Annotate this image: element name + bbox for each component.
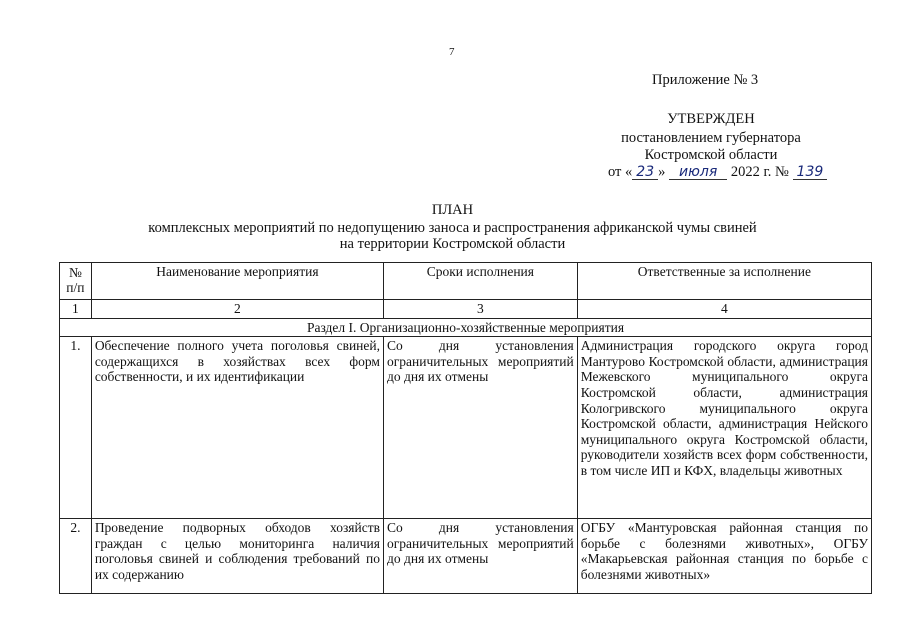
column-numbers-row bbox=[60, 300, 872, 319]
header-name: Наименование мероприятия bbox=[91, 263, 383, 300]
handwritten-month: июля bbox=[669, 165, 727, 180]
plan-table bbox=[59, 262, 872, 594]
approved-line-1: постановлением губернатора bbox=[621, 130, 801, 146]
row-activity: Проведение подворных обходов хозяйств граждан с целью мониторинга наличия поголовья свиней и соблюдения требований по их содержанию bbox=[91, 519, 383, 594]
handwritten-number: 139 bbox=[793, 165, 828, 180]
row-term: Со дня установления ограничительных мероприятий до дня их отмены bbox=[383, 337, 577, 519]
row-responsible: ОГБУ «Мантуровская районная станция по борьбе с болезнями животных», ОГБУ «Макарьевская районная станция по борьбе с болезнями животных» bbox=[577, 519, 871, 594]
column-number: 2 bbox=[91, 300, 383, 319]
plan-heading bbox=[0, 202, 905, 252]
date-mid-1: » bbox=[658, 164, 666, 180]
header-responsible: Ответственные за исполнение bbox=[577, 263, 871, 300]
section-row bbox=[60, 318, 872, 337]
header-number: № п/п bbox=[60, 263, 92, 300]
row-term: Со дня установления ограничительных мероприятий до дня их отмены bbox=[383, 519, 577, 594]
row-activity: Обеспечение полного учета поголовья свиней, содержащихся в хозяйствах всех форм собственности, и их идентификации bbox=[91, 337, 383, 519]
order-date-line bbox=[608, 164, 827, 181]
plan-subtitle-2: на территории Костромской области bbox=[339, 236, 566, 252]
handwritten-day: 23 bbox=[632, 165, 658, 180]
page-number: 7 bbox=[449, 46, 455, 58]
column-number: 3 bbox=[383, 300, 577, 319]
plan-subtitle-1: комплексных мероприятий по недопущению заноса и распространения африканской чумы свиней bbox=[148, 220, 757, 236]
approved-line-2: Костромской области bbox=[644, 147, 778, 163]
section-title: Раздел I. Организационно-хозяйственные мероприятия bbox=[60, 318, 872, 337]
table-row bbox=[60, 337, 872, 519]
appendix-label: Приложение № 3 bbox=[652, 72, 759, 88]
approval-block bbox=[606, 111, 816, 164]
plan-title: ПЛАН bbox=[431, 202, 474, 218]
column-number: 4 bbox=[577, 300, 871, 319]
table-header-row bbox=[60, 263, 872, 300]
row-number: 2. bbox=[60, 519, 92, 594]
row-number: 1. bbox=[60, 337, 92, 519]
date-prefix: от « bbox=[608, 164, 633, 180]
row-responsible: Администрация городского округа город Мантурово Костромской области, администрация Межевского муниципального округа Костромской области, администрация Кологривского муниципального округа Костромской области, администрация Нейского муниципального округа Костромской области, руководители хозяйств всех форм собственности, в том числе ИП и КФХ, владельцы животных bbox=[577, 337, 871, 519]
table-row bbox=[60, 519, 872, 594]
approved-title: УТВЕРЖДЕН bbox=[667, 111, 755, 127]
date-mid-2: 2022 г. № bbox=[730, 164, 789, 180]
column-number: 1 bbox=[60, 300, 92, 319]
header-term: Сроки исполнения bbox=[383, 263, 577, 300]
